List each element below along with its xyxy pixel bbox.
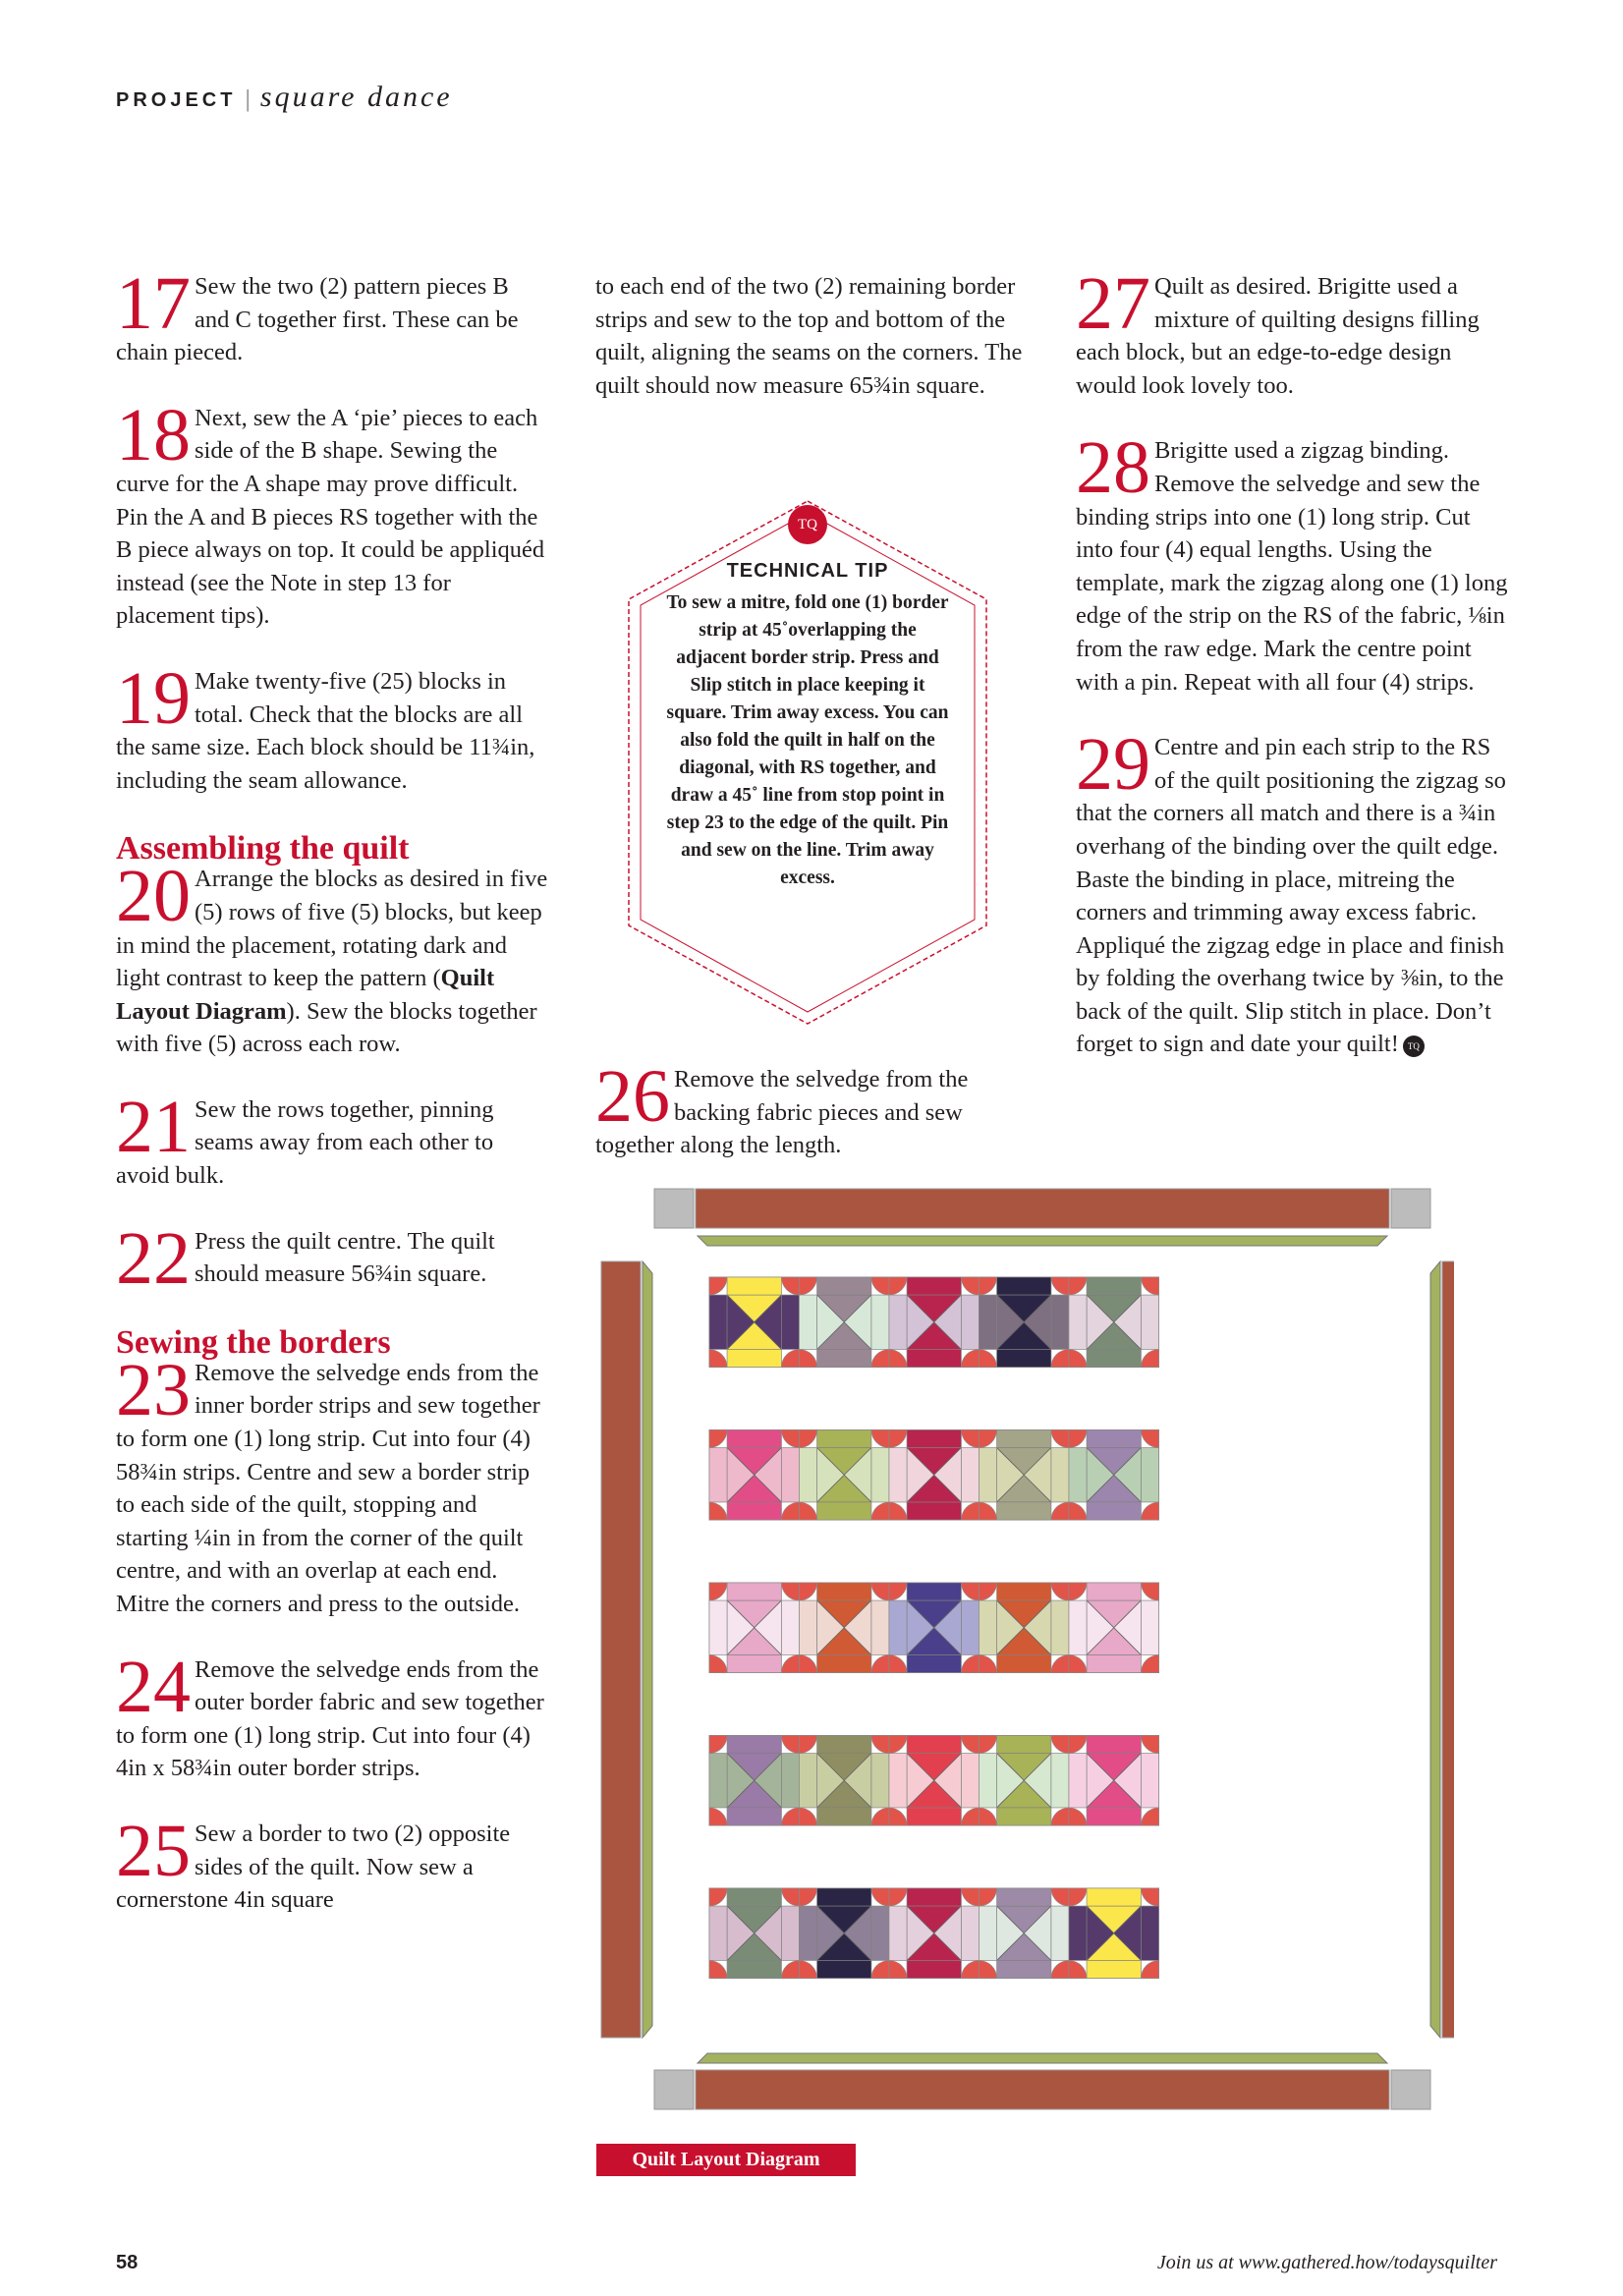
block-side-strip	[1087, 1277, 1142, 1295]
block-side-strip	[709, 1448, 727, 1503]
block-side-strip	[709, 1906, 727, 1961]
step-number: 25	[116, 1809, 191, 1892]
step-number: 21	[116, 1085, 191, 1168]
block-side-strip	[817, 1736, 872, 1754]
block-side-strip	[871, 1906, 889, 1961]
block-side-strip	[1051, 1600, 1069, 1655]
step-number: 19	[116, 656, 191, 740]
block-side-strip	[889, 1906, 907, 1961]
block-side-strip	[1051, 1448, 1069, 1503]
quilt-block	[709, 1736, 800, 1826]
quilt-block	[800, 1277, 890, 1368]
step-27	[1076, 262, 1508, 402]
block-side-strip	[962, 1906, 979, 1961]
step-25	[116, 1809, 548, 1917]
block-side-strip	[727, 1888, 782, 1906]
step-22	[116, 1216, 548, 1300]
footer-link[interactable]: Join us at www.gathered.how/todaysquilter	[1156, 2252, 1497, 2273]
step-text: Remove the selvedge ends from the outer border fabric and sew together to form one (1) long strip. Cut into four (4) 4in x 58¾in outer border strips.	[116, 1655, 544, 1782]
inner-border-bottom	[698, 2053, 1387, 2063]
step-text: Quilt as desired. Brigitte used a mixture of quilting designs filling each block, but an edge-to-edge design would look lovely too.	[1076, 273, 1480, 399]
cornerstone	[1391, 2070, 1430, 2109]
block-side-strip	[997, 1277, 1052, 1295]
block-side-strip	[709, 1295, 727, 1350]
block-side-strip	[709, 1600, 727, 1655]
block-side-strip	[907, 1961, 962, 1979]
block-side-strip	[727, 1277, 782, 1295]
step-18	[116, 393, 548, 633]
block-side-strip	[871, 1754, 889, 1809]
block-side-strip	[962, 1600, 979, 1655]
step-text: ). Sew the blocks together with five (5) across each row.	[116, 997, 537, 1058]
block-side-strip	[871, 1600, 889, 1655]
step-number: 22	[116, 1216, 191, 1300]
block-side-strip	[907, 1430, 962, 1448]
outer-border-left	[601, 1261, 641, 2038]
block-side-strip	[727, 1350, 782, 1368]
step-number: 24	[116, 1645, 191, 1728]
section-label: PROJECT	[116, 89, 237, 111]
tq-end-mark-icon: TQ	[1403, 1036, 1425, 1057]
block-side-strip	[727, 1961, 782, 1979]
block-side-strip	[800, 1906, 817, 1961]
quilt-layout-diagram	[589, 1179, 1454, 2122]
block-side-strip	[1069, 1448, 1087, 1503]
block-side-strip	[979, 1754, 997, 1809]
project-title: square dance	[259, 81, 453, 113]
tip-body: To sew a mitre, fold one (1) border strip at 45˚overlapping the adjacent border strip. Press and Slip stitch in place keeping it square. Trim away excess. You can also fold the quilt in half on the diagonal, with RS together, and draw a 45˚ line from stop point in step 23 to the edge of the quilt. Pin and sew on the line. Trim away excess.	[666, 592, 949, 888]
section-heading-assembling: Assembling the quilt	[116, 830, 410, 868]
block-side-strip	[800, 1448, 817, 1503]
block-side-strip	[997, 1888, 1052, 1906]
header-separator: |	[244, 87, 252, 112]
block-side-strip	[907, 1583, 962, 1600]
block-side-strip	[727, 1655, 782, 1673]
step-text: Press the quilt centre. The quilt should measure 56¾in square.	[195, 1227, 495, 1288]
block-side-strip	[817, 1961, 872, 1979]
block-side-strip	[962, 1754, 979, 1809]
inner-border-left	[643, 1261, 652, 2038]
block-side-strip	[1087, 1888, 1142, 1906]
quilt-block	[889, 1583, 979, 1673]
block-side-strip	[817, 1277, 872, 1295]
block-side-strip	[962, 1448, 979, 1503]
step-number: 28	[1076, 426, 1150, 510]
block-side-strip	[1051, 1754, 1069, 1809]
block-side-strip	[889, 1295, 907, 1350]
section-heading-borders: Sewing the borders	[116, 1323, 391, 1361]
block-side-strip	[1087, 1808, 1142, 1825]
block-side-strip	[907, 1277, 962, 1295]
block-side-strip	[782, 1448, 800, 1503]
outer-border-bottom	[696, 2070, 1389, 2109]
block-side-strip	[782, 1754, 800, 1809]
block-side-strip	[889, 1448, 907, 1503]
block-side-strip	[907, 1502, 962, 1520]
quilt-block	[979, 1430, 1070, 1521]
quilt-block	[709, 1430, 800, 1521]
block-side-strip	[871, 1448, 889, 1503]
tq-badge-icon: TQ	[788, 505, 827, 544]
column-3	[1076, 262, 1508, 1093]
quilt-block	[1069, 1430, 1159, 1521]
step-23	[116, 1348, 548, 1621]
step-number: 23	[116, 1348, 191, 1431]
block-side-strip	[997, 1961, 1052, 1979]
block-side-strip	[1142, 1600, 1159, 1655]
quilt-block	[889, 1277, 979, 1368]
block-side-strip	[1087, 1583, 1142, 1600]
inner-border-right	[1430, 1261, 1440, 2038]
step-text: Sew a border to two (2) opposite sides of the quilt. Now sew a cornerstone 4in square	[116, 1820, 511, 1914]
block-side-strip	[782, 1295, 800, 1350]
block-side-strip	[1069, 1295, 1087, 1350]
block-side-strip	[997, 1583, 1052, 1600]
block-side-strip	[817, 1808, 872, 1825]
step-number: 26	[595, 1055, 670, 1138]
block-side-strip	[1087, 1502, 1142, 1520]
quilt-block	[889, 1888, 979, 1979]
block-side-strip	[727, 1808, 782, 1825]
cornerstone	[1391, 1189, 1430, 1228]
quilt-block	[979, 1583, 1070, 1673]
step-number: 18	[116, 393, 191, 476]
quilt-block	[709, 1583, 800, 1673]
step-29	[1076, 723, 1508, 1061]
step-number: 20	[116, 855, 191, 938]
block-side-strip	[800, 1754, 817, 1809]
quilt-block	[1069, 1583, 1159, 1673]
block-side-strip	[1087, 1655, 1142, 1673]
block-side-strip	[1142, 1906, 1159, 1961]
block-side-strip	[1051, 1906, 1069, 1961]
block-side-strip	[1087, 1430, 1142, 1448]
cornerstone	[654, 1189, 694, 1228]
block-side-strip	[997, 1808, 1052, 1825]
block-side-strip	[1087, 1736, 1142, 1754]
block-side-strip	[979, 1295, 997, 1350]
quilt-block	[1069, 1736, 1159, 1826]
page-number: 58	[116, 2252, 139, 2273]
block-side-strip	[979, 1906, 997, 1961]
block-side-strip	[907, 1808, 962, 1825]
block-side-strip	[997, 1350, 1052, 1368]
block-side-strip	[907, 1736, 962, 1754]
diagram-caption: Quilt Layout Diagram	[596, 2144, 856, 2176]
block-side-strip	[1087, 1961, 1142, 1979]
quilt-block	[889, 1430, 979, 1521]
block-side-strip	[782, 1600, 800, 1655]
step-text: Remove the selvedge from the backing fabric pieces and sew together along the length.	[595, 1066, 969, 1159]
block-side-strip	[889, 1754, 907, 1809]
quilt-block	[889, 1736, 979, 1826]
block-side-strip	[727, 1430, 782, 1448]
step-25-continued: to each end of the two (2) remaining border strips and sew to the top and bottom of the quilt, aligning the seams on the corners. The quilt should now measure 65¾in square.	[595, 273, 1023, 399]
step-28	[1076, 426, 1508, 699]
block-side-strip	[1142, 1295, 1159, 1350]
page-header	[116, 81, 453, 114]
block-side-strip	[997, 1502, 1052, 1520]
quilt-block	[800, 1583, 890, 1673]
block-side-strip	[1142, 1754, 1159, 1809]
block-side-strip	[817, 1655, 872, 1673]
block-side-strip	[871, 1295, 889, 1350]
block-side-strip	[1069, 1600, 1087, 1655]
block-side-strip	[817, 1350, 872, 1368]
quilt-block	[709, 1277, 800, 1368]
step-text: Arrange the blocks as desired in five (5) rows of five (5) blocks, but keep in mind the placement, rotating dark and light contrast to keep the pattern (	[116, 866, 548, 992]
block-side-strip	[782, 1906, 800, 1961]
quilt-block	[1069, 1888, 1159, 1979]
quilt-block	[979, 1888, 1070, 1979]
quilt-block	[709, 1888, 800, 1979]
step-text: Sew the two (2) pattern pieces B and C together first. These can be chain pieced.	[116, 273, 519, 366]
quilt-block	[979, 1277, 1070, 1368]
step-text: Make twenty-five (25) blocks in total. Check that the blocks are all the same size. Each block should be 11¾in, including the seam allowance.	[116, 667, 535, 794]
step-24	[116, 1645, 548, 1785]
block-side-strip	[997, 1655, 1052, 1673]
step-text: Sew the rows together, pinning seams away from each other to avoid bulk.	[116, 1095, 494, 1190]
quilt-block	[800, 1736, 890, 1826]
block-side-strip	[889, 1600, 907, 1655]
step-17	[116, 262, 548, 369]
quilt-block	[800, 1888, 890, 1979]
block-side-strip	[817, 1583, 872, 1600]
step-text: Brigitte used a zigzag binding. Remove the selvedge and sew the binding strips into one (1) long strip. Cut into four (4) equal lengths. Using the template, mark the zigzag along one (1) long edge of the strip on the RS of the fabric, ⅛in from the raw edge. Mark the centre point with a pin. Repeat with all four (4) strips.	[1076, 437, 1508, 696]
inner-border-top	[698, 1236, 1387, 1246]
column-1	[116, 262, 548, 1949]
tip-title: TECHNICAL TIP	[726, 560, 889, 582]
quilt-diagram-svg	[589, 1179, 1454, 2122]
block-side-strip	[727, 1502, 782, 1520]
column-2-lower	[595, 1055, 1028, 1195]
block-side-strip	[727, 1583, 782, 1600]
outer-border-right	[1442, 1261, 1454, 2038]
step-20	[116, 855, 548, 1061]
step-text-bold: Quilt Layout Diagram	[116, 965, 495, 1025]
block-side-strip	[817, 1888, 872, 1906]
block-side-strip	[800, 1600, 817, 1655]
block-side-strip	[709, 1754, 727, 1809]
step-text: Centre and pin each strip to the RS of the quilt positioning the zigzag so that the corners all match and there is a ¾in overhang of the binding over the quilt edge. Baste the binding in place, mitreing the corners and trimming away excess fabric. Appliqué the zigzag edge in place and finish by folding the overhang twice by ⅜in, to the back of the quilt. Slip stitch in place. Don’t forget to sign and date your quilt!	[1076, 734, 1506, 1058]
cornerstone	[654, 2070, 694, 2109]
block-side-strip	[1051, 1295, 1069, 1350]
step-number: 27	[1076, 262, 1150, 345]
block-side-strip	[817, 1430, 872, 1448]
technical-tip-box	[625, 497, 990, 1028]
step-number: 29	[1076, 723, 1150, 807]
block-side-strip	[1069, 1754, 1087, 1809]
block-side-strip	[1087, 1350, 1142, 1368]
block-side-strip	[1142, 1448, 1159, 1503]
block-side-strip	[962, 1295, 979, 1350]
step-19	[116, 656, 548, 797]
block-side-strip	[727, 1736, 782, 1754]
step-26	[595, 1055, 1028, 1162]
block-side-strip	[979, 1448, 997, 1503]
quilt-block	[800, 1430, 890, 1521]
block-side-strip	[800, 1295, 817, 1350]
block-side-strip	[907, 1655, 962, 1673]
step-number: 17	[116, 262, 191, 345]
block-side-strip	[997, 1430, 1052, 1448]
block-side-strip	[907, 1350, 962, 1368]
block-side-strip	[997, 1736, 1052, 1754]
quilt-block	[979, 1736, 1070, 1826]
block-side-strip	[817, 1502, 872, 1520]
step-text: Next, sew the A ‘pie’ pieces to each side of the B shape. Sewing the curve for the A shape may prove difficult. Pin the A and B pieces RS together with the B piece always on top. It could be appliquéd instead (see the Note in step 13 for placement tips).	[116, 404, 545, 630]
quilt-block	[1069, 1277, 1159, 1368]
block-side-strip	[907, 1888, 962, 1906]
outer-border-top	[696, 1189, 1389, 1228]
step-text: Remove the selvedge ends from the inner border strips and sew together to form one (1) long strip. Cut into four (4) 58¾in strips. Centre and sew a border strip to each side of the quilt, stopping and starting ¼in in from the corner of the quilt centre, and with an overlap at each end. Mitre the corners and press to the outside.	[116, 1359, 540, 1617]
step-21	[116, 1085, 548, 1193]
block-side-strip	[979, 1600, 997, 1655]
column-2	[595, 270, 1028, 434]
block-side-strip	[1069, 1906, 1087, 1961]
